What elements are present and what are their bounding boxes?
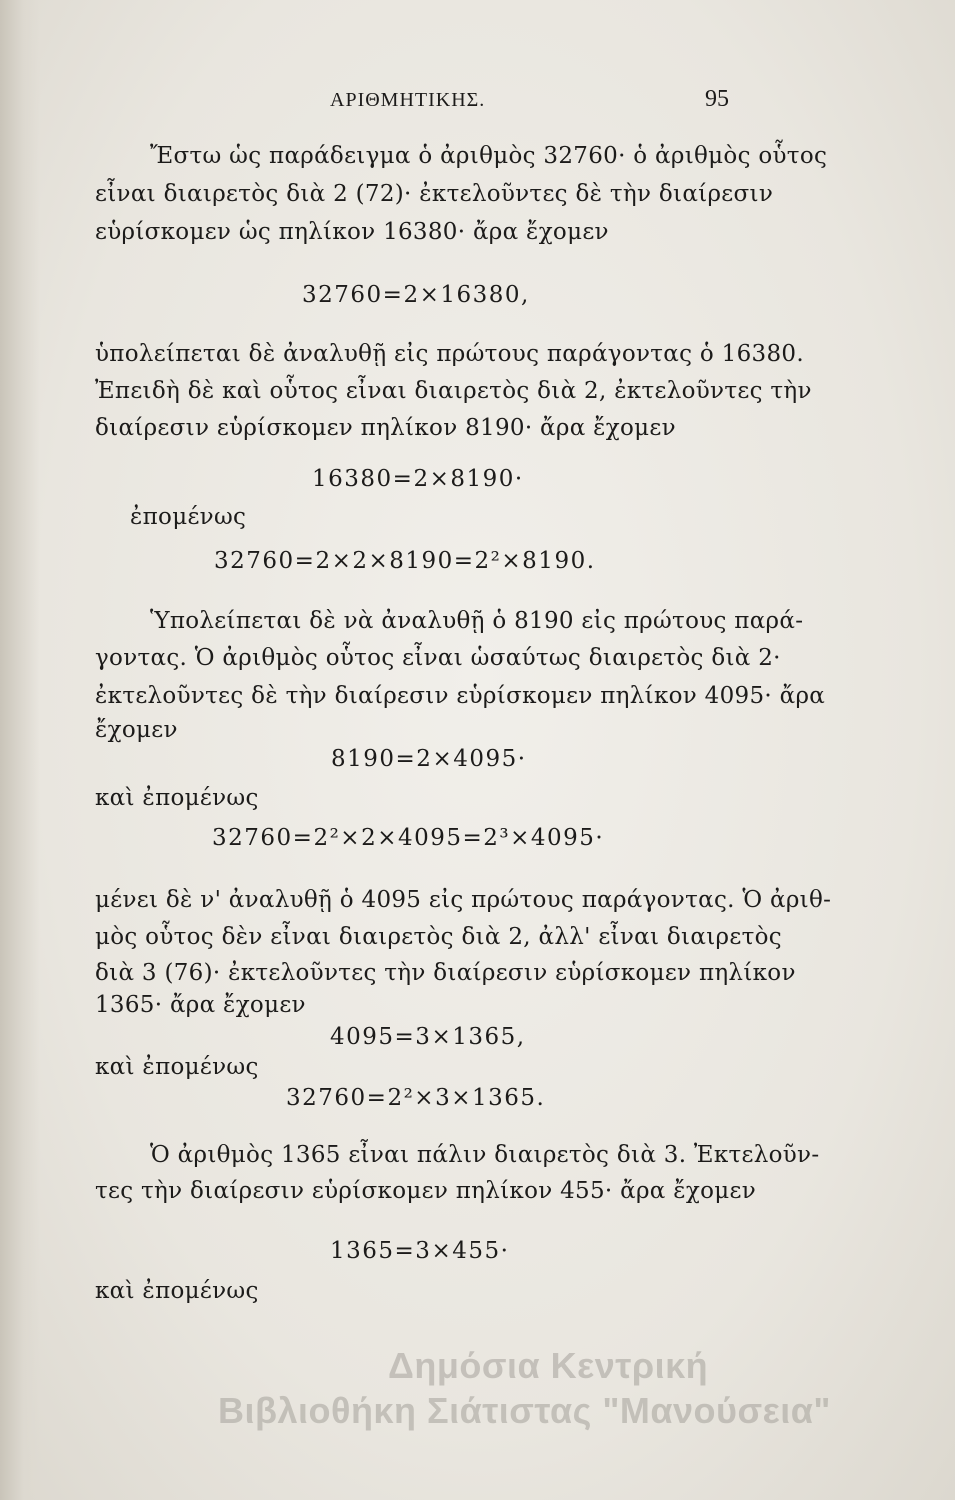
text-line: διὰ 3 (76)· ἐκτελοῦντες τὴν διαίρεσιν εὑρίσκομεν πηλίκον (95, 960, 796, 986)
text-line: Ἐπειδὴ δὲ καὶ οὗτος εἶναι διαιρετὸς διὰ 2, ἐκτελοῦντες τὴν (95, 378, 812, 404)
text-line: 1365· ἄρα ἔχομεν (95, 992, 306, 1018)
text-line: καὶ ἐπομένως (95, 1054, 259, 1080)
equation: 8190=2×4095· (331, 746, 527, 772)
library-watermark-line2: Βιβλιοθήκη Σιάτιστας "Μανούσεια" (218, 1390, 831, 1431)
text-line: Ὁ ἀριθμὸς 1365 εἶναι πάλιν διαιρετὸς διὰ 3. Ἐκτελοῦν- (150, 1142, 820, 1168)
text-line: ὑπολείπεται δὲ ἀναλυθῇ εἰς πρώτους παράγοντας ὁ 16380. (95, 341, 804, 367)
equation: 1365=3×455· (330, 1238, 510, 1264)
text-line: καὶ ἐπομένως (95, 1278, 259, 1304)
library-watermark-line1: Δημόσια Κεντρική (388, 1345, 709, 1386)
text-line: τες τὴν διαίρεσιν εὑρίσκομεν πηλίκον 455· ἄρα ἔχομεν (95, 1178, 757, 1204)
equation: 16380=2×8190· (312, 466, 524, 492)
text-line: Ἔστω ὡς παράδειγμα ὁ ἀριθμὸς 32760· ὁ ἀριθμὸς οὗτος (150, 143, 828, 169)
text-line: μὸς οὗτος δὲν εἶναι διαιρετὸς διὰ 2, ἀλλ' εἶναι διαιρετὸς (95, 924, 782, 950)
text-line: μένει δὲ ν' ἀναλυθῇ ὁ 4095 εἰς πρώτους παράγοντας. Ὁ ἀριθ- (95, 887, 832, 913)
page-number: 95 (705, 86, 729, 112)
text-line: ἐπομένως (130, 504, 247, 530)
text-line: εὑρίσκομεν ὡς πηλίκον 16380· ἄρα ἔχομεν (95, 219, 609, 245)
text-line: γοντας. Ὁ ἀριθμὸς οὗτος εἶναι ὡσαύτως διαιρετὸς διὰ 2· (95, 645, 781, 671)
text-line: εἶναι διαιρετὸς διὰ 2 (72)· ἐκτελοῦντες δὲ τὴν διαίρεσιν (95, 181, 774, 207)
text-line: ἐκτελοῦντες δὲ τὴν διαίρεσιν εὑρίσκομεν πηλίκον 4095· ἄρα (95, 683, 826, 709)
equation: 32760=2×2×8190=2²×8190. (214, 548, 596, 574)
text-line: διαίρεσιν εὑρίσκομεν πηλίκον 8190· ἄρα ἔχομεν (95, 415, 676, 441)
equation: 32760=2²×2×4095=2³×4095· (212, 825, 605, 851)
equation: 32760=2²×3×1365. (286, 1085, 546, 1111)
equation: 4095=3×1365, (330, 1024, 526, 1050)
page-spine-shadow (0, 0, 40, 1500)
text-line: Ὑπολείπεται δὲ νὰ ἀναλυθῇ ὁ 8190 εἰς πρώτους παρά- (150, 608, 804, 634)
text-line: ἔχομεν (95, 717, 178, 743)
text-line: καὶ ἐπομένως (95, 785, 259, 811)
equation: 32760=2×16380, (302, 282, 530, 308)
running-header: ΑΡΙΘΜΗΤΙΚΗΣ. (330, 89, 486, 111)
